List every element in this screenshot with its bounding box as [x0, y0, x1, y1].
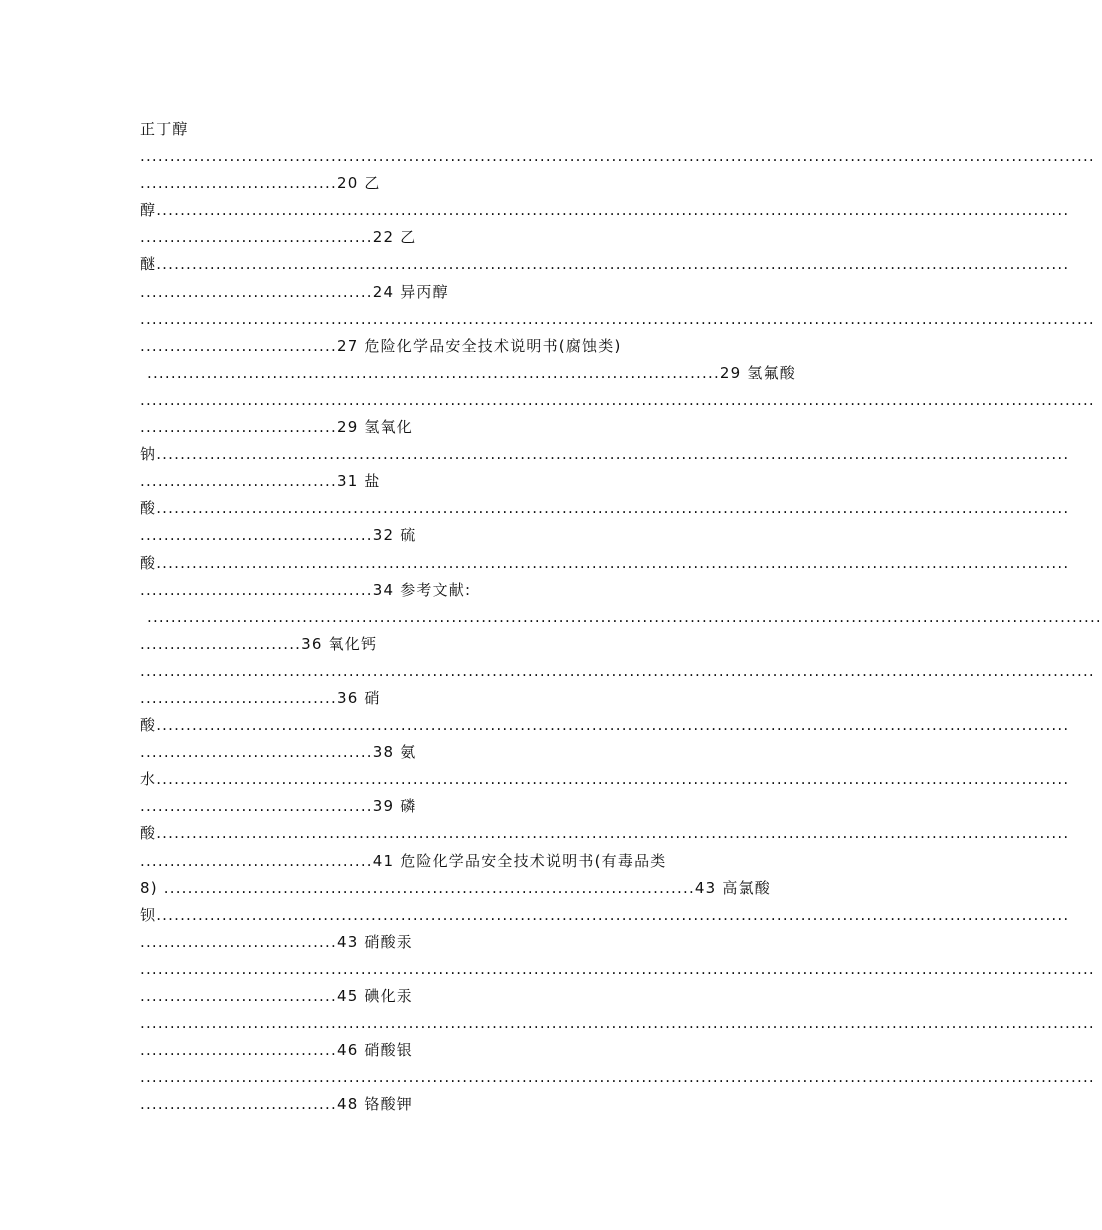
toc-line: 水......................................................................................................................................................... — [140, 770, 1070, 789]
toc-line: .......................................34 参考文献: — [140, 580, 472, 599]
toc-line: ...........................36 氧化钙 — [140, 634, 378, 653]
toc-line: .................................48 铬酸钾 — [140, 1095, 414, 1114]
toc-line: ................................................................................................................................................................ — [140, 309, 1095, 328]
toc-line: 酸......................................................................................................................................................... — [140, 716, 1070, 735]
toc-line: .................................43 硝酸汞 — [140, 932, 414, 951]
toc-line: 酸......................................................................................................................................................... — [140, 553, 1070, 572]
toc-line: .................................27 危险化学品安全技术说明书(腐蚀类) — [140, 336, 622, 355]
toc-line: 8) .........................................................................................43 高氯酸 — [140, 878, 771, 897]
toc-line: 酸......................................................................................................................................................... — [140, 499, 1070, 518]
toc-page — [140, 116, 1102, 1118]
toc-line: 醚......................................................................................................................................................... — [140, 255, 1070, 274]
toc-line: .......................................41 危险化学品安全技术说明书(有毒品类 — [140, 851, 667, 870]
toc-line: .................................46 硝酸银 — [140, 1041, 414, 1060]
toc-line: .................................20 乙 — [140, 174, 381, 193]
toc-line: .......................................38 氨 — [140, 743, 417, 762]
toc-line: ................................................................................................................................................................ — [140, 1068, 1095, 1087]
toc-line: ................................................................................................................................................................ — [140, 390, 1095, 409]
toc-line: ................................................................................................................................................................ — [140, 147, 1095, 166]
toc-line: .......................................22 乙 — [140, 228, 417, 247]
toc-line: 钠......................................................................................................................................................... — [140, 445, 1070, 464]
toc-line: .................................31 盐 — [140, 472, 381, 491]
toc-line: ................................................................................................................................................................ — [140, 959, 1095, 978]
toc-line: .......................................39 磷 — [140, 797, 417, 816]
toc-line: .......................................24 异丙醇 — [140, 282, 449, 301]
toc-line: .................................45 碘化汞 — [140, 987, 414, 1005]
toc-line: ................................................................................................................................................................ — [140, 661, 1095, 680]
toc-line: 正丁醇 — [140, 120, 189, 138]
toc-line: 钡......................................................................................................................................................... — [140, 905, 1070, 924]
toc-line: 酸......................................................................................................................................................... — [140, 824, 1070, 843]
toc-line: ................................................................................................................................................................ — [140, 1014, 1095, 1033]
toc-line: .......................................32 硫 — [140, 526, 417, 545]
toc-line: ................................................................................................29 氢氟酸 — [147, 363, 796, 382]
toc-line: .................................36 硝 — [140, 688, 381, 707]
toc-line: 醇......................................................................................................................................................... — [140, 201, 1070, 220]
toc-line: .................................29 氢氧化 — [140, 418, 414, 437]
toc-line: ................................................................................................................................................................ — [147, 607, 1102, 626]
